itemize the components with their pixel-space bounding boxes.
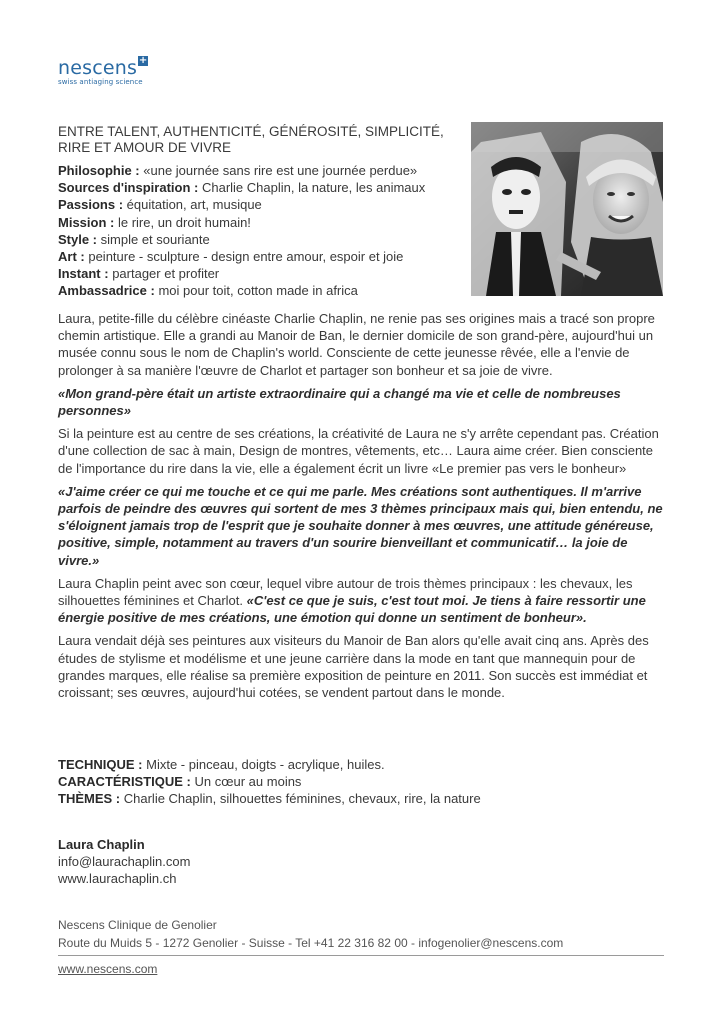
email-link[interactable]: info@laurachaplin.com (58, 854, 191, 870)
brand-logo (58, 55, 148, 86)
themes-row: THÈMES : Charlie Chaplin, silhouettes féminines, chevaux, rire, la nature (58, 791, 481, 807)
artist-name: Laura Chaplin (58, 837, 145, 852)
fact-art: Art : peinture - sculpture - design entre amour, espoir et joie (58, 249, 404, 265)
brand-tagline: swiss antiaging science (58, 78, 143, 86)
paragraph-with-quote: Laura Chaplin peint avec son cœur, lequel vibre autour de trois thèmes principaux : les chevaux, les silhouettes féminines et Charlot. «C'est ce que je suis, c'est tout moi. Je tiens à faire ressortir une énergie positive de mes créations, une émotion qui donne un sentiment de bonheur». (58, 575, 646, 626)
plus-icon: + (138, 55, 148, 66)
quote: «C'est ce que je suis, c'est tout moi. Je tiens à faire ressortir une énergie positive de mes créations, une émotion qui donne un sentiment de bonheur». (58, 593, 646, 626)
clinic-address: Route du Muids 5 - 1272 Genolier - Suisse - Tel +41 22 316 82 00 - infogenolier@nescens.com (58, 936, 564, 950)
artist-photo (471, 122, 663, 296)
profile-facts (58, 162, 468, 300)
footer-divider (58, 955, 664, 956)
clinic-name: Nescens Clinique de Genolier (58, 918, 217, 932)
fact-ambassadrice: Ambassadrice : moi pour toit, cotton made in africa (58, 283, 358, 299)
signature-block (58, 836, 190, 888)
website-link[interactable]: www.laurachaplin.ch (58, 871, 177, 887)
technique-list (58, 756, 664, 808)
technique-row: TECHNIQUE : Mixte - pinceau, doigts - acrylique, huiles. (58, 757, 385, 772)
caracteristique-row: CARACTÉRISTIQUE : Un cœur au moins (58, 774, 302, 790)
fact-inspiration: Sources d'inspiration : Charlie Chaplin, la nature, les animaux (58, 180, 426, 196)
quote: «J'aime créer ce qui me touche et ce qui me parle. Mes créations sont authentiques. Il m'arrive parfois de peindre des œuvres qui sortent de mes 3 thèmes principaux mais qui, bien entendu, ne s'éloignent jamais trop de l'esprit que je souhaite donner à mes œuvres, une attitude généreuse, positive, simple, notamment au travers d'un sourire bienveillant et communicatif… la joie de vivre.» (58, 483, 663, 568)
fact-mission: Mission : le rire, un droit humain! (58, 214, 251, 230)
fact-style: Style : simple et souriante (58, 231, 210, 247)
fact-instant: Instant : partager et profiter (58, 266, 220, 282)
fact-philosophie: Philosophie : «une journée sans rire est une journée perdue» (58, 163, 418, 178)
quote: «Mon grand-père était un artiste extraordinaire qui a changé ma vie et celle de nombreuses personnes» (58, 385, 621, 419)
footer-website-link[interactable]: www.nescens.com (58, 962, 158, 976)
paragraph: Si la peinture est au centre de ses créations, la créativité de Laura ne s'y arrête cependant pas. Création d'une collection de sac à main, Design de montres, vêtements, etc… Laura aime créer. Bien consciente de l'importance du rire dans la vie, elle a également écrit un livre «Le premier pas vers le bonheur» (58, 426, 659, 476)
footer (58, 916, 664, 956)
paragraph: Laura, petite-fille du célèbre cinéaste Charlie Chaplin, ne renie pas ses origines mais a tracé son propre chemin artistique. Elle a grandi au Manoir de Ban, le dernier domicile de son grand-père, aujourd'hui un musée connu sous le nom de Chaplin's world. Consciente de cette jeunesse rêvée, elle a l'envie de prolonger à sa manière l'œuvre de Charlot et partager son bonheur et sa joie de vivre. (58, 311, 655, 378)
brand-wordmark: nescens + (58, 55, 148, 79)
paragraph: Laura vendait déjà ses peintures aux visiteurs du Manoir de Ban alors qu'elle avait cinq ans. Après des études de stylisme et modélisme et une jeune carrière dans la mode en tant que mannequin pour de grandes marques, elle réalise sa première exposition de peinture en 2011. Son succès est immédiat et croissant; ses œuvres, aujourd'hui cotées, se vendent partout dans le monde. (58, 633, 649, 701)
fact-passions: Passions : équitation, art, musique (58, 197, 262, 213)
article-body (58, 310, 664, 707)
page-title: ENTRE TALENT, AUTHENTICITÉ, GÉNÉROSITÉ, SIMPLICITÉ, RIRE ET AMOUR DE VIVRE (58, 124, 444, 155)
